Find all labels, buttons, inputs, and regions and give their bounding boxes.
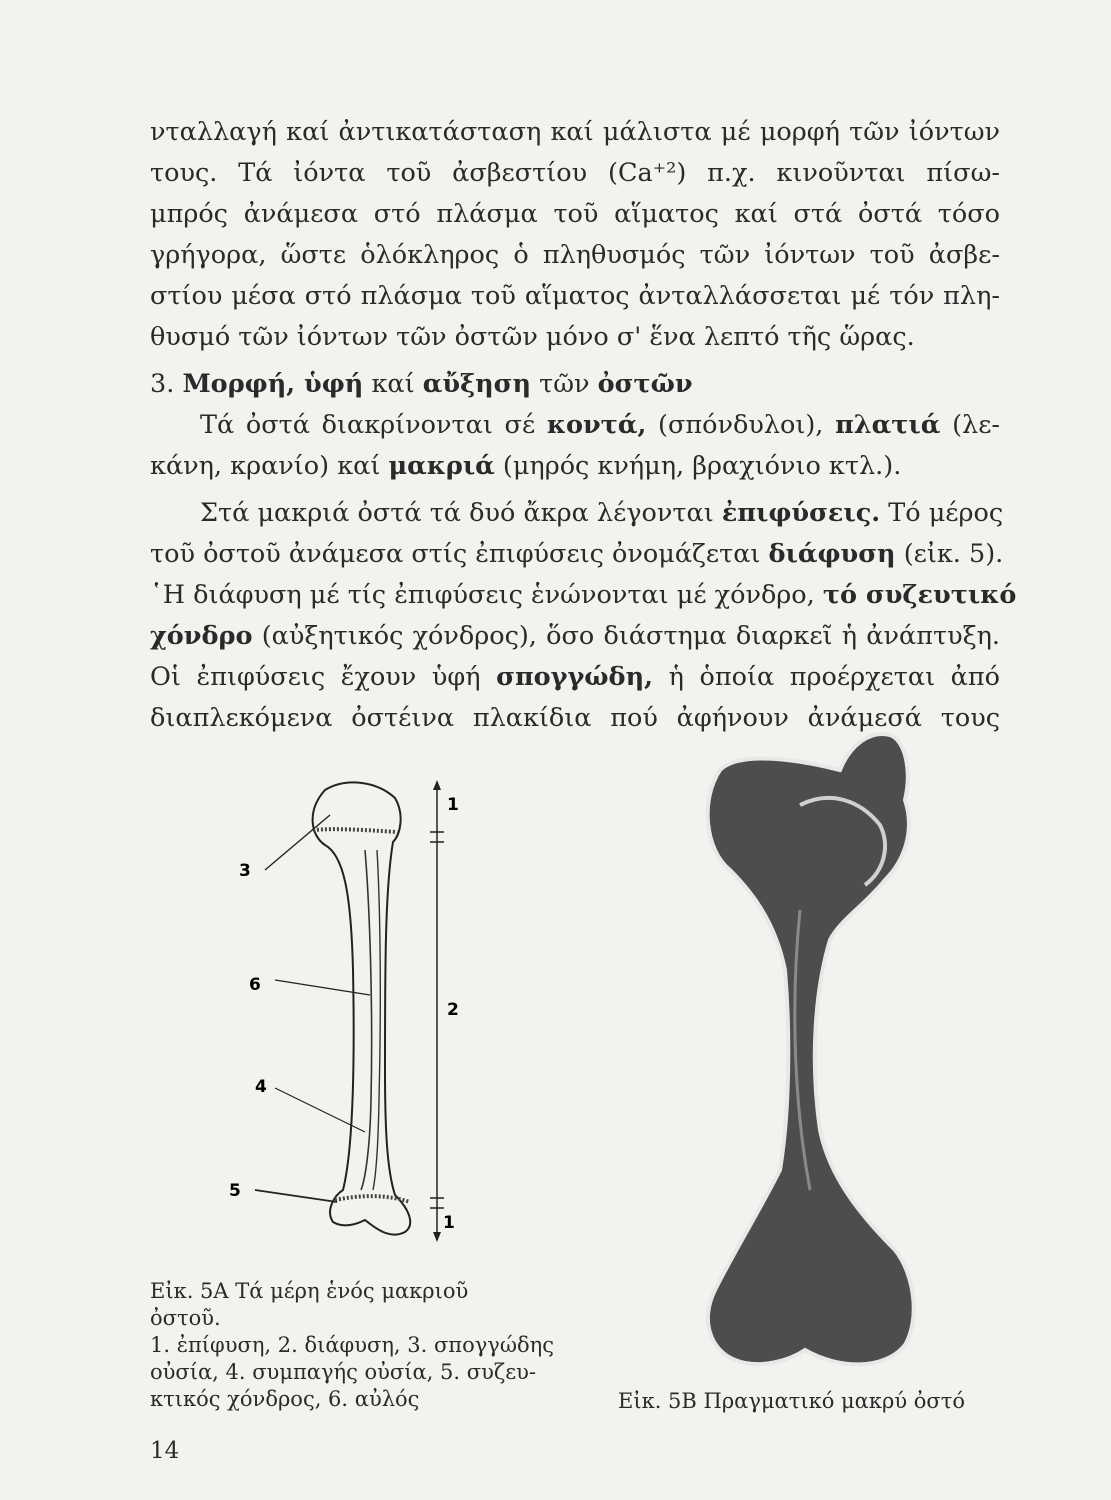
text-run: (αὐξητικός χόνδρος), ὅσο διάστημα διαρκεῖ ἡ ἀνάπτυξη.: [261, 621, 1001, 651]
body-text: [150, 112, 1017, 739]
text-line: γρήγορα, ὥστε ὁλόκληρος ὁ πληθυσμός τῶν ἰόντων τοῦ ἀσβε-: [150, 240, 1000, 270]
text-line: νταλλαγή καί ἀντικατάσταση καί μάλιστα μέ μορφή τῶν ἰόντων: [150, 117, 1000, 147]
label-epiphysis-top: 1: [447, 795, 459, 815]
paragraph-long-bones: [150, 493, 1017, 739]
text-line: [150, 534, 1004, 575]
figure-5b-caption: Εἰκ. 5Β Πραγματικό μακρύ ὀστό: [618, 1389, 966, 1413]
caption-line: ὀστοῦ.: [150, 1306, 221, 1330]
term-cartilage: χόνδρο: [150, 621, 253, 651]
section-number: 3.: [150, 369, 175, 399]
text-run: ῾Η διάφυση μέ τίς ἐπιφύσεις ἑνώνονται μέ χόνδρο,: [150, 580, 815, 610]
text-run: (μηρός κνήμη, βραχιόνιο κτλ.).: [502, 451, 902, 481]
label-spongy: 3: [239, 861, 251, 881]
heading-text: καί: [371, 369, 415, 399]
axis-arrow: [433, 1232, 441, 1242]
axis-arrow: [433, 780, 441, 790]
term-diaphysis: διάφυση: [768, 539, 896, 569]
figure-5a-diagram: [225, 770, 485, 1270]
lower-epiphyseal-plate: [335, 1196, 410, 1202]
text-line: [150, 657, 1000, 698]
term-short: κοντά,: [546, 410, 647, 440]
text-line: θυσμό τῶν ἰόντων τῶν ὀστῶν μόνο σ' ἕνα λεπτό τῆς ὥρας.: [150, 322, 915, 352]
bone-outline: [313, 782, 411, 1234]
term-cartilage: τό συζευτικό: [822, 580, 1017, 610]
term-epiphyses: ἐπιφύσεις.: [721, 498, 881, 528]
paragraph-bone-types: [150, 405, 1000, 487]
heading-bold: ὀστῶν: [597, 369, 693, 399]
label-epiphysis-bottom: 1: [443, 1213, 455, 1233]
text-line: [150, 405, 1000, 446]
page-number: 14: [150, 1438, 180, 1464]
text-run: ἡ ὁποία προέρχεται ἀπό: [668, 662, 1000, 692]
text-line: [150, 446, 1000, 487]
text-run: Στά μακριά ὀστά τά δυό ἄκρα λέγονται: [200, 498, 714, 528]
text-line: [150, 575, 1017, 616]
text-run: Τά ὀστά διακρίνονται σέ: [200, 410, 536, 440]
text-run: τοῦ ὀστοῦ ἀνάμεσα στίς ἐπιφύσεις ὀνομάζεται: [150, 539, 761, 569]
leader-line: [275, 980, 370, 995]
text-run: (σπόνδυλοι),: [658, 410, 824, 440]
term-flat: πλατιά: [835, 410, 941, 440]
leader-line: [265, 815, 330, 870]
text-run: Οἱ ἐπιφύσεις ἔχουν ὑφή: [150, 662, 481, 692]
caption-line: κτικός χόνδρος, 6. αὐλός: [150, 1387, 420, 1411]
caption-line: Εἰκ. 5Α Τά μέρη ἑνός μακριοῦ: [150, 1279, 469, 1303]
text-line: διαπλεκόμενα ὀστέινα πλακίδια πού ἀφήνουν ἀνάμεσά τους: [150, 703, 1000, 733]
text-run: (λε-: [952, 410, 1001, 440]
text-line: [150, 616, 1000, 657]
figure-5b-bone-photo: [690, 730, 930, 1380]
caption-line: 1. ἐπίφυση, 2. διάφυση, 3. σπογγώδης: [150, 1333, 554, 1357]
label-diaphysis: 2: [447, 1000, 459, 1020]
label-cavity: 6: [249, 975, 261, 995]
text-line: τους. Τά ἰόντα τοῦ ἀσβεστίου (Ca⁺²) π.χ. κινοῦνται πίσω-: [150, 158, 1000, 188]
text-line: μπρός ἀνάμεσα στό πλάσμα τοῦ αἵματος καί στά ὀστά τόσο: [150, 199, 1000, 229]
heading-bold: αὔξηση: [422, 369, 532, 399]
figure-5a-caption: [150, 1278, 565, 1413]
bone-cavity-inner: [373, 850, 380, 1190]
upper-epiphyseal-plate: [313, 829, 397, 832]
text-line: στίου μέσα στό πλάσμα τοῦ αἵματος ἀνταλλάσσεται μέ τόν πλη-: [150, 281, 1000, 311]
text-run: κάνη, κρανίο) καί: [150, 451, 381, 481]
bone-cavity: [361, 850, 372, 1190]
section-heading: [150, 364, 1000, 405]
continuation-paragraph: [150, 112, 1000, 358]
heading-text: τῶν: [539, 369, 590, 399]
caption-line: οὐσία, 4. συμπαγής οὐσία, 5. συζευ-: [150, 1360, 536, 1384]
leader-line: [255, 1190, 337, 1202]
label-compact: 4: [255, 1077, 267, 1097]
text-run: Τό μέρος: [888, 498, 1004, 528]
term-long: μακριά: [388, 451, 495, 481]
label-cartilage: 5: [229, 1181, 241, 1201]
heading-bold: Μορφή, ὑφή: [182, 369, 364, 399]
text-line: [150, 493, 1004, 534]
text-run: (εἰκ. 5).: [903, 539, 1004, 569]
term-spongy: σπογγώδη,: [496, 662, 653, 692]
